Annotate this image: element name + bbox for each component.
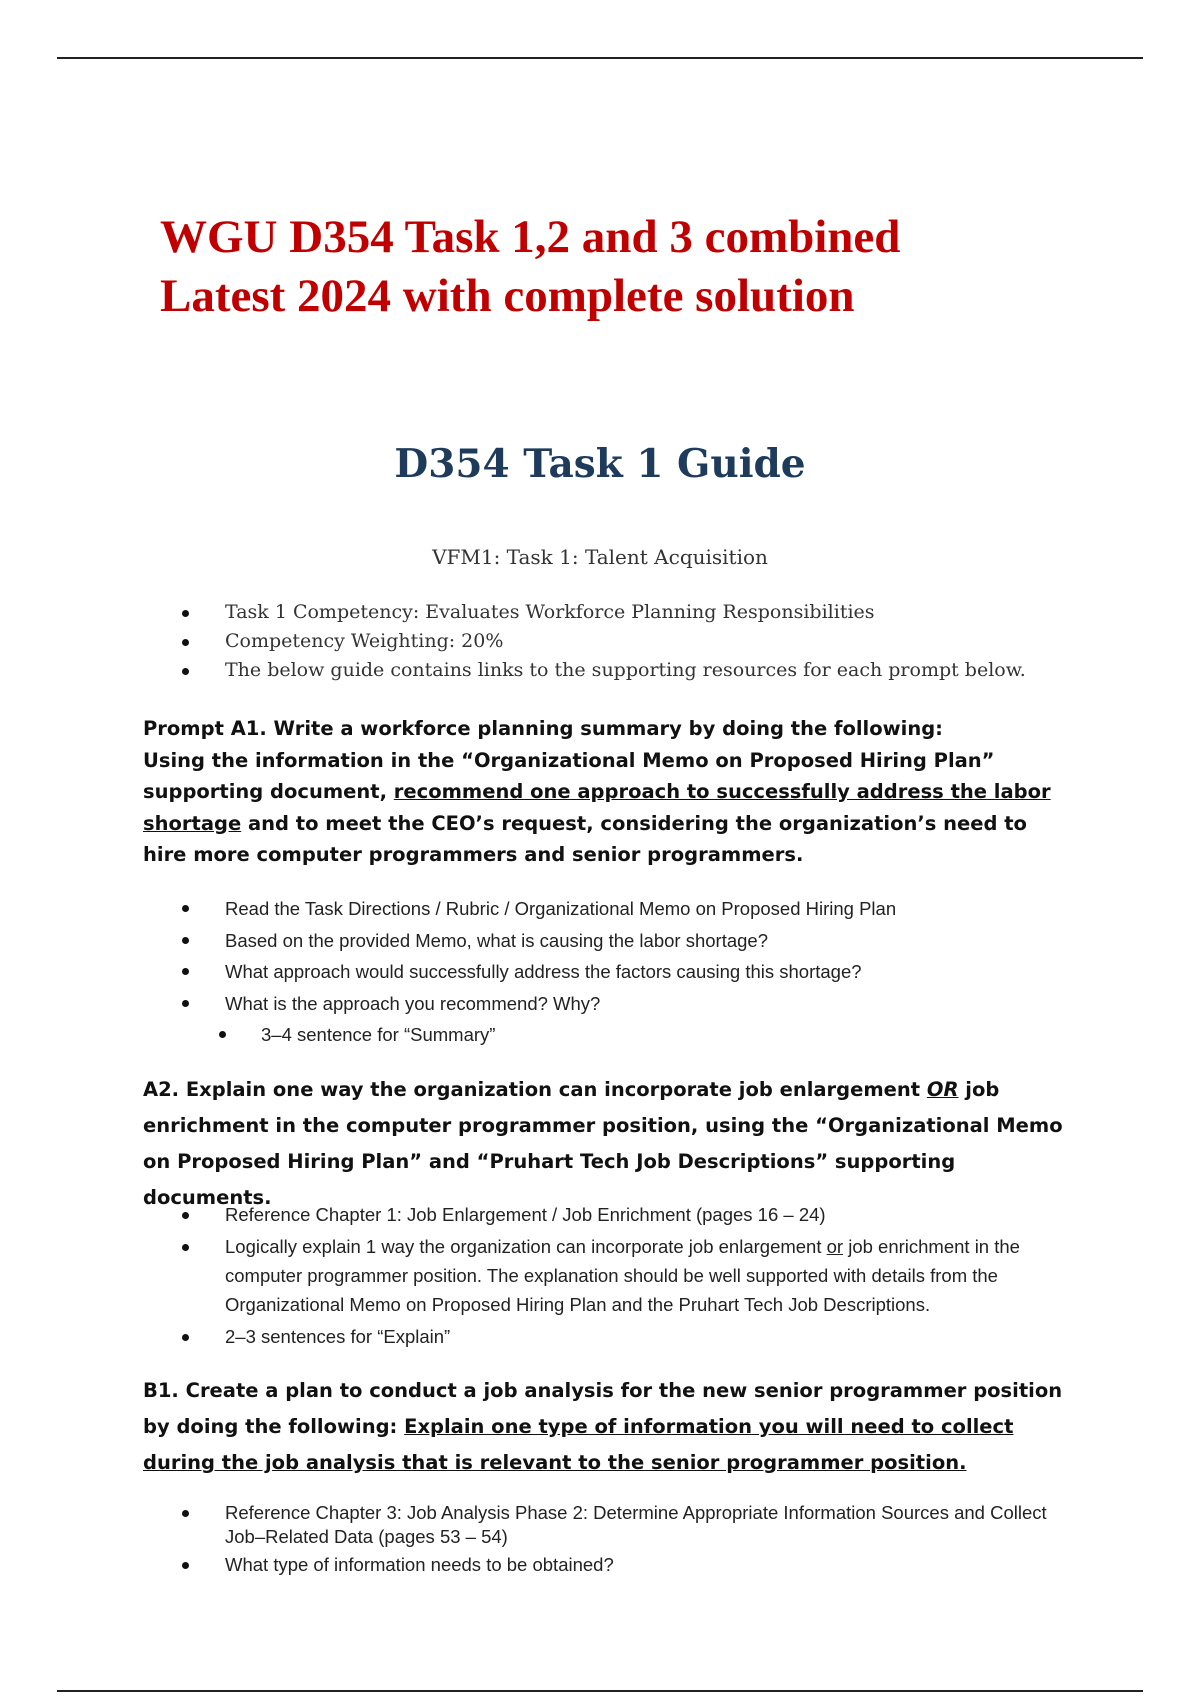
prompt-b1: [143, 1373, 1073, 1481]
b1-bullet-info-type: What type of information needs to be obtained?: [157, 1553, 1077, 1577]
prompt-b1-underlined: Explain one type of information you will need to collect during the job analysis that is relevant to the senior programmer position.: [143, 1415, 1014, 1474]
intro-bullet-guide: The below guide contains links to the supporting resources for each prompt below.: [157, 656, 1117, 685]
a1-bullet-recommend: What is the approach you recommend? Why?: [157, 988, 1117, 1020]
prompt-a1: [143, 713, 1073, 871]
a1-bullet-read-directions: Read the Task Directions / Rubric / Organizational Memo on Proposed Hiring Plan: [157, 893, 1117, 925]
prompt-a2-or: OR: [926, 1078, 959, 1101]
a2-bullet-explain: [157, 1232, 1077, 1319]
intro-bullet-list: [157, 598, 1117, 685]
prompt-a2-text-rest: job enrichment in the computer programmer position, using the “Organizational Memo on Proposed Hiring Plan” and “Pruhart Tech Job Descriptions” supporting documents.: [143, 1078, 1063, 1209]
top-rule: [57, 57, 1143, 59]
prompt-a1-text-rest: and to meet the CEO’s request, considering the organization’s need to hire more computer programmers and senior programmers.: [143, 811, 1027, 866]
a1-sub-bullet-summary: 3–4 sentence for “Summary”: [157, 1019, 1117, 1051]
a1-bullet-list: [157, 893, 1117, 1051]
prompt-a1-underlined: recommend one approach to successfully address the labor shortage: [143, 780, 1051, 835]
prompt-a2: [143, 1072, 1073, 1216]
b1-bullet-list: [157, 1501, 1077, 1581]
a2-bullet-sentences: 2–3 sentences for “Explain”: [157, 1322, 1077, 1351]
a1-bullet-labor-shortage: Based on the provided Memo, what is causing the labor shortage?: [157, 925, 1117, 957]
prompt-a1-heading: Prompt A1. Write a workforce planning summary by doing the following:: [143, 717, 943, 740]
a2-bullet-explain-text: Logically explain 1 way the organization can incorporate job enlargement: [225, 1236, 827, 1257]
title-line-1: WGU D354 Task 1,2 and 3 combined: [160, 211, 901, 263]
document-title: [160, 208, 1060, 326]
a2-bullet-explain-rest: job enrichment in the computer programmer position. The explanation should be well supported with details from the Organizational Memo on Proposed Hiring Plan and the Pruhart Tech Job Descriptions.: [225, 1236, 1020, 1315]
title-line-2: Latest 2024 with complete solution: [160, 270, 855, 322]
prompt-a2-text: A2. Explain one way the organization can incorporate job enlargement: [143, 1078, 927, 1101]
a2-bullet-reference: Reference Chapter 1: Job Enlargement / Job Enrichment (pages 16 – 24): [157, 1200, 1077, 1229]
intro-bullet-competency: Task 1 Competency: Evaluates Workforce Planning Responsibilities: [157, 598, 1117, 627]
prompt-a1-text: Using the information in the “Organizational Memo on Proposed Hiring Plan” supporting document,: [143, 748, 995, 803]
bottom-rule: [57, 1690, 1143, 1692]
guide-subtitle: VFM1: Task 1: Talent Acquisition: [432, 545, 768, 569]
a1-bullet-approach: What approach would successfully address the factors causing this shortage?: [157, 956, 1117, 988]
a2-bullet-explain-or: or: [826, 1236, 844, 1257]
a2-bullet-list: [157, 1200, 1077, 1354]
b1-bullet-reference: Reference Chapter 3: Job Analysis Phase 2: Determine Appropriate Information Sources and Collect Job–Related Data (pages 53 – 54): [157, 1501, 1077, 1549]
prompt-b1-text: B1. Create a plan to conduct a job analysis for the new senior programmer position by doing the following:: [143, 1379, 1063, 1438]
guide-title: D354 Task 1 Guide: [394, 441, 806, 487]
intro-bullet-weighting: Competency Weighting: 20%: [157, 627, 1117, 656]
